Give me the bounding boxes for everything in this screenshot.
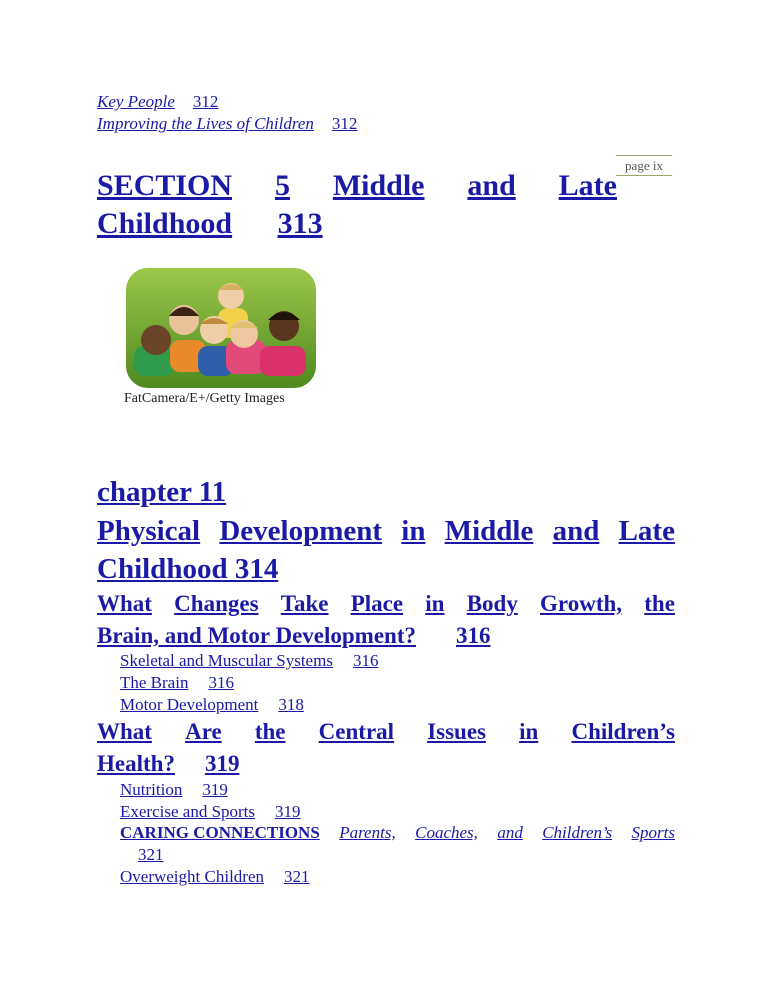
toc-item-title[interactable]: Nutrition: [120, 780, 183, 799]
toc-item-page[interactable]: 319: [275, 802, 301, 821]
toc-item-overweight[interactable]: [120, 866, 310, 888]
topic-heading-word[interactable]: in: [425, 591, 445, 616]
chapter-title-word[interactable]: in: [401, 515, 426, 547]
topic-heading-word[interactable]: Take: [280, 591, 329, 616]
topic-heading-line2[interactable]: Brain, and Motor Development?: [97, 623, 417, 648]
caring-connections-entry[interactable]: [120, 822, 675, 866]
toc-item-page[interactable]: 319: [202, 780, 228, 799]
topic-heading-word[interactable]: Place: [350, 591, 404, 616]
chapter-title-word[interactable]: Middle: [444, 515, 534, 547]
topic-heading-word[interactable]: the: [644, 591, 675, 616]
topic-heading-line2[interactable]: Health?: [97, 751, 175, 776]
section-title-line2[interactable]: Childhood: [97, 207, 233, 240]
caring-title-word[interactable]: and: [497, 823, 523, 842]
topic-heading-word[interactable]: Body: [466, 591, 518, 616]
toc-entry-improving-lives[interactable]: [97, 113, 357, 135]
toc-entry-page[interactable]: 312: [192, 92, 219, 111]
topic-heading-word[interactable]: the: [254, 719, 286, 744]
section-word[interactable]: Middle: [332, 169, 425, 202]
topic-heading-word[interactable]: Are: [185, 719, 222, 744]
toc-item-page[interactable]: 318: [278, 695, 304, 714]
toc-item-title[interactable]: Overweight Children: [120, 867, 264, 886]
caring-title-word[interactable]: Sports: [631, 823, 675, 842]
section-word[interactable]: SECTION: [97, 169, 233, 202]
topic-heading-page[interactable]: 316: [456, 623, 491, 648]
toc-item-skeletal[interactable]: [120, 650, 378, 672]
topic-heading-word[interactable]: in: [519, 719, 539, 744]
page-marker: page ix: [616, 155, 672, 176]
caring-page[interactable]: 321: [138, 845, 164, 864]
topic-heading-word[interactable]: Children’s: [571, 719, 675, 744]
section-heading[interactable]: [97, 167, 617, 243]
caring-title-word[interactable]: Coaches,: [415, 823, 478, 842]
section-page[interactable]: 313: [277, 207, 323, 240]
toc-item-title[interactable]: Skeletal and Muscular Systems: [120, 651, 333, 670]
section-word[interactable]: and: [467, 169, 516, 202]
chapter-label[interactable]: [97, 474, 226, 510]
topic-heading-page[interactable]: 319: [204, 751, 240, 776]
chapter-label-link[interactable]: chapter 11: [97, 476, 227, 508]
caring-connections-tag[interactable]: CARING CONNECTIONS: [120, 823, 320, 842]
section-word[interactable]: 5: [274, 169, 290, 202]
chapter-title-line2[interactable]: Childhood 314: [97, 553, 279, 585]
section-word[interactable]: Late: [558, 169, 617, 202]
chapter-title[interactable]: [97, 512, 675, 588]
toc-top-entries: [97, 91, 357, 135]
topic-heading-word[interactable]: Issues: [427, 719, 486, 744]
toc-item-brain[interactable]: [120, 672, 234, 694]
toc-entry-key-people[interactable]: [97, 91, 357, 113]
toc-entry-page[interactable]: 312: [331, 114, 358, 133]
topic-heading-word[interactable]: What: [97, 719, 152, 744]
topic-heading-word[interactable]: Central: [318, 719, 395, 744]
toc-item-nutrition[interactable]: [120, 779, 228, 801]
toc-item-page[interactable]: 321: [284, 867, 310, 886]
children-photo-illustration: [126, 268, 316, 388]
topic-heading-body-growth[interactable]: [97, 588, 675, 652]
chapter-title-word[interactable]: Physical: [97, 515, 201, 547]
caring-title-word[interactable]: Children’s: [542, 823, 613, 842]
children-photo: [126, 268, 316, 388]
toc-item-exercise[interactable]: [120, 801, 301, 823]
chapter-title-word[interactable]: and: [552, 515, 600, 547]
topic-heading-word[interactable]: Growth,: [540, 591, 623, 616]
chapter-title-word[interactable]: Late: [618, 515, 675, 547]
topic-heading-word[interactable]: Changes: [174, 591, 259, 616]
toc-entry-title[interactable]: Improving the Lives of Children: [97, 114, 314, 133]
toc-item-page[interactable]: 316: [208, 673, 234, 692]
photo-credit: FatCamera/E+/Getty Images: [124, 391, 285, 406]
toc-item-title[interactable]: Motor Development: [120, 695, 259, 714]
toc-item-title[interactable]: Exercise and Sports: [120, 802, 256, 821]
toc-item-motor[interactable]: [120, 694, 304, 716]
toc-entry-title[interactable]: Key People: [97, 92, 175, 111]
toc-item-page[interactable]: 316: [352, 651, 379, 670]
caring-title-word[interactable]: Parents,: [339, 823, 396, 842]
topic-heading-word[interactable]: What: [97, 591, 152, 616]
chapter-title-word[interactable]: Development: [219, 515, 383, 547]
topic-heading-health[interactable]: [97, 716, 675, 780]
toc-item-title[interactable]: The Brain: [120, 673, 189, 692]
